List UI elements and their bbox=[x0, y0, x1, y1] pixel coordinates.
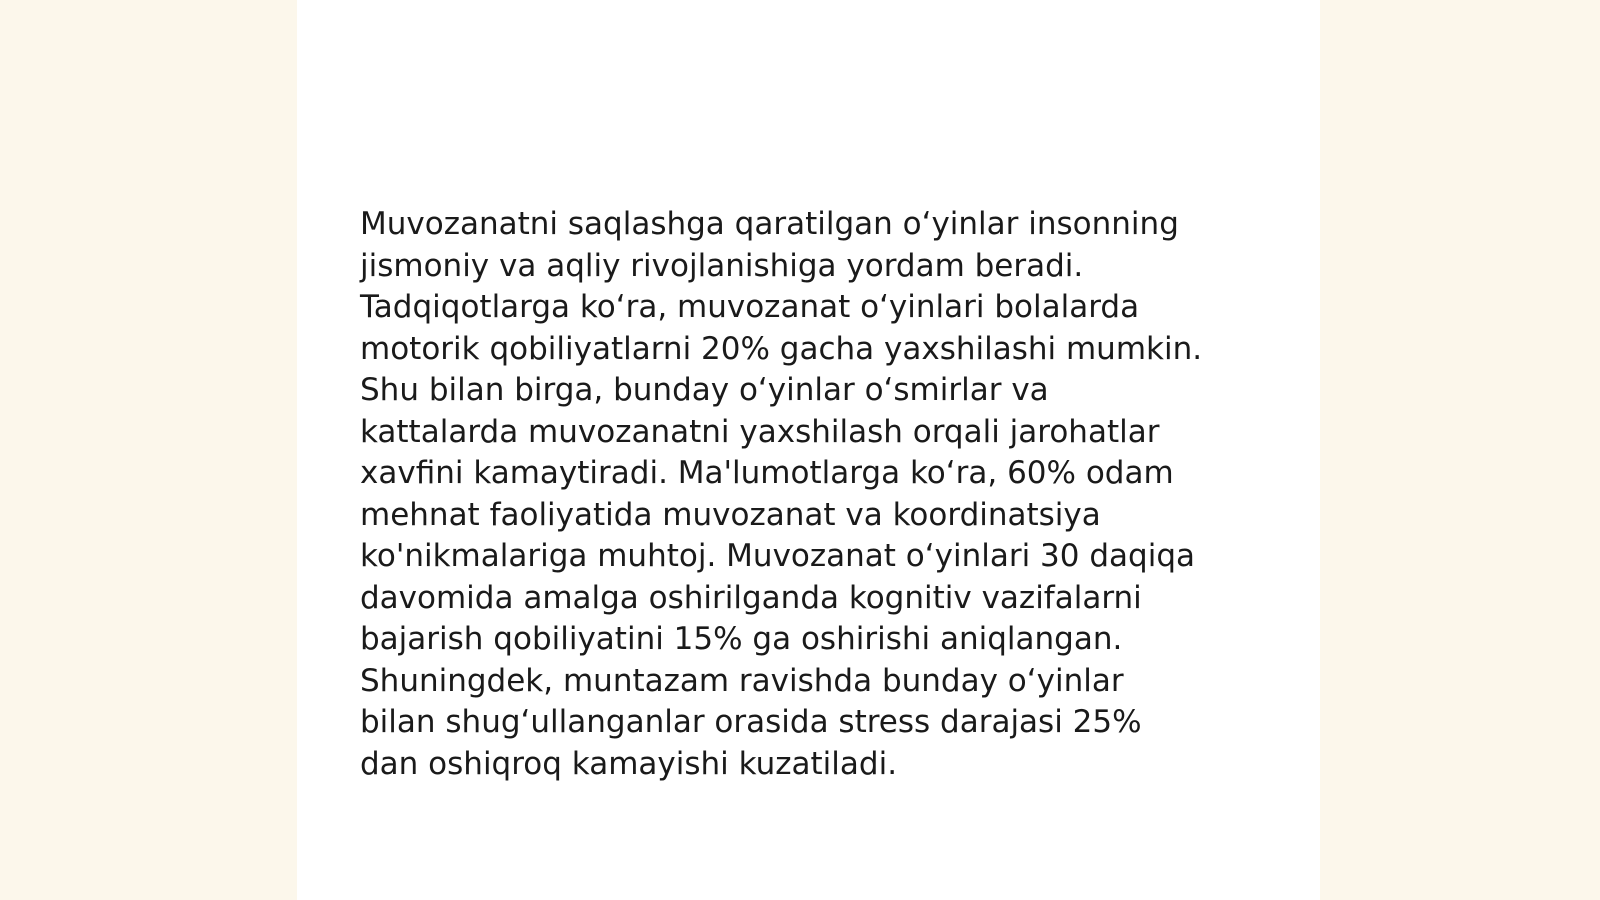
body-paragraph bbox=[360, 204, 1260, 785]
paragraph-line: motorik qobiliyatlarni 20% gacha yaxshilashi mumkin. bbox=[360, 330, 1203, 367]
paragraph-line: davomida amalga oshirilganda kognitiv vazifalarni bbox=[360, 579, 1142, 616]
paragraph-line: Tadqiqotlarga koʻra, muvozanat oʻyinlari bolalarda bbox=[360, 289, 1140, 325]
paragraph-line: mehnat faoliyatida muvozanat va koordinatsiya bbox=[360, 496, 1101, 533]
paragraph-line: jismoniy va aqliy rivojlanishiga yordam beradi. bbox=[360, 247, 1084, 284]
paragraph-line: Shu bilan birga, bunday oʻyinlar oʻsmirlar va bbox=[360, 372, 1049, 408]
paragraph-line: bilan shugʻullanganlar orasida stress darajasi 25% bbox=[360, 704, 1142, 740]
paragraph-line: Shuningdek, muntazam ravishda bunday oʻyinlar bbox=[360, 662, 1124, 699]
document-page bbox=[297, 0, 1320, 900]
paragraph-line: Muvozanatni saqlashga qaratilgan oʻyinlar insonning bbox=[360, 206, 1179, 242]
paragraph-line: bajarish qobiliyatini 15% ga oshirishi aniqlangan. bbox=[360, 621, 1123, 657]
paragraph-line: xavfini kamaytiradi. Ma'lumotlarga koʻra, 60% odam bbox=[360, 455, 1174, 491]
paragraph-line: kattalarda muvozanatni yaxshilash orqali jarohatlar bbox=[360, 413, 1160, 450]
paragraph-line: dan oshiqroq kamayishi kuzatiladi. bbox=[360, 745, 898, 782]
paragraph-line: ko'nikmalariga muhtoj. Muvozanat oʻyinlari 30 daqiqa bbox=[360, 538, 1195, 574]
